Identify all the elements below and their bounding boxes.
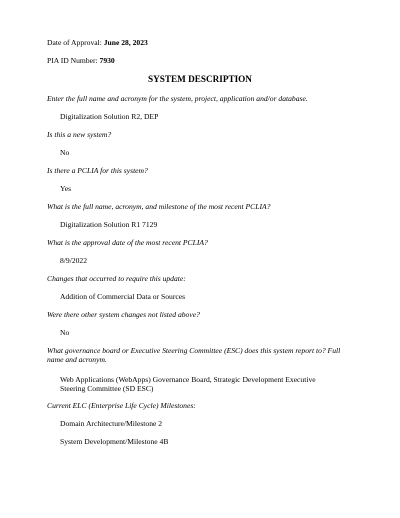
question-governance-board-line2: name and acronym. [47,355,107,364]
question-other-changes: Were there other system changes not listed above? [47,310,200,319]
question-pclia-approval-date: What is the approval date of the most recent PCLIA? [47,238,208,247]
answer-other-changes: No [60,328,70,337]
approval-date-label: Date of Approval: [47,38,104,47]
approval-date [47,38,148,48]
question-governance-board-line1: What governance board or Executive Steering Committee (ESC) does this system report to? Full [47,346,341,355]
approval-date-value: June 28, 2023 [103,38,148,47]
question-new-system: Is this a new system? [47,130,112,139]
question-elc-milestones: Current ELC (Enterprise Life Cycle) Milestones: [47,401,196,410]
question-pclia-exists: Is there a PCLIA for this system? [47,166,148,175]
question-changes: Changes that occurred to require this update: [47,274,186,283]
question-system-name: Enter the full name and acronym for the system, project, application and/or database. [47,94,308,103]
answer-changes: Addition of Commercial Data or Sources [60,292,186,301]
answer-new-system: No [60,148,70,157]
section-title: SYSTEM DESCRIPTION [148,74,252,84]
answer-governance-board-line2: Steering Committee (SD ESC) [60,384,154,393]
pia-id-label: PIA ID Number: [47,56,100,65]
answer-pclia-exists: Yes [60,184,72,193]
answer-pclia-approval-date: 8/9/2022 [60,256,88,265]
pia-id-value: 7930 [99,56,115,65]
answer-recent-pclia: Digitalization Solution R1 7129 [60,220,158,229]
answer-elc-milestone-1: Domain Architecture/Milestone 2 [60,419,163,428]
answer-governance-board-line1: Web Applications (WebApps) Governance Board, Strategic Development Executive [60,375,316,384]
answer-system-name: Digitalization Solution R2, DEP [60,112,159,121]
pia-id-number [47,56,115,66]
question-recent-pclia: What is the full name, acronym, and milestone of the most recent PCLIA? [47,202,271,211]
answer-elc-milestone-2: System Development/Milestone 4B [60,437,169,446]
